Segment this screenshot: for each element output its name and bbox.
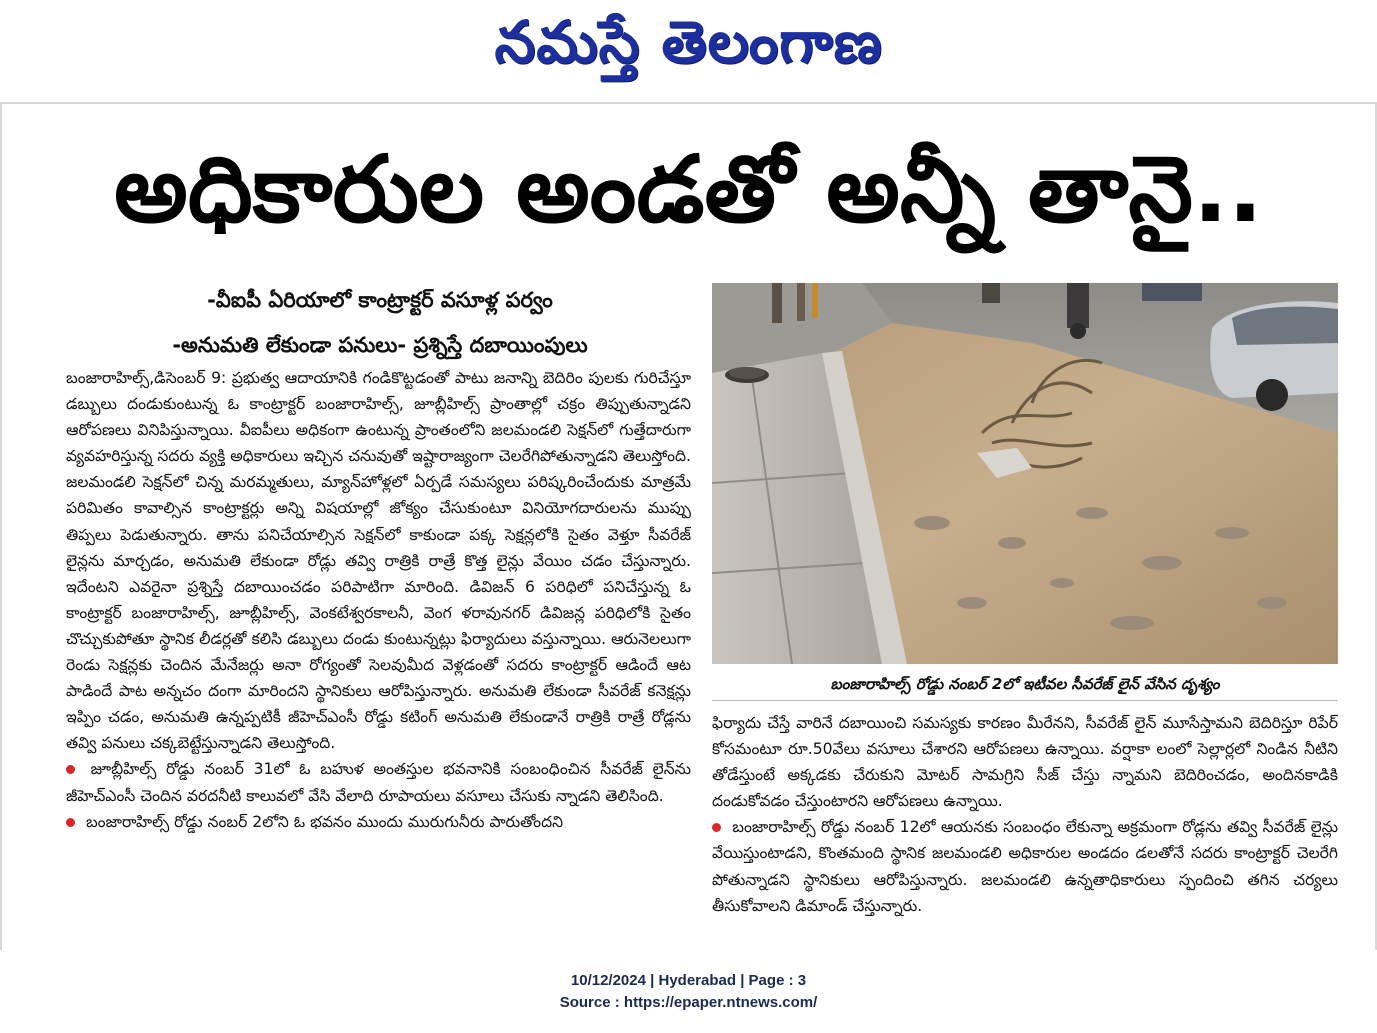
text-line: రోడ్లను తవ్వి పనులు చక్కబెట్టేస్తున్నాడని తెలుస్తోంది. [66,708,691,753]
text-line: పులకు గురిచేస్తూ డబ్బులు దండుకుంటున్న ఓ కాంట్రాక్టర్ బంజారాహిల్స్, జూబ్లీహిల్స్ [66,369,691,414]
red-bullet-icon [712,823,721,832]
text-line: తవ్వి సీవరేజ్ లైన్లు వేయిస్తుంటాడని, కొంతమంది స్థానిక జలమండలి అధికారుల అండదం [712,818,1338,863]
article-subheading-1: -వీఐపీ ఏరియాలో కాంట్రాక్టర్ వసూళ్ల పర్వం [207,288,553,312]
text-line: సీవరేజ్ లైన్లను మార్చడం, అనుమతి లేకుండా రోడ్లు తవ్వి రాత్రికి రాత్రే కొత్త లైన్లు వేయిం [66,525,691,570]
text-line: 6 పరిధిలో పనిచేస్తున్న ఓ కాంట్రాక్టర్ బంజారాహిల్స్, జూబ్లీహిల్స్, వెంకటేశ్వరకాలనీ, వెంగ [66,577,691,622]
footer-source-link[interactable]: Source : https://epaper.ntnews.com/ [559,994,818,1011]
red-bullet-icon [66,818,75,827]
article-paragraph-main [66,365,691,756]
text-line: కావాల్సిన కాంట్రాక్టర్లు అన్ని విషయాల్లో జోక్యం చేసుకుంటూ వినియోగదారులను ముప్పు [133,499,691,518]
bullet-paragraph-2 [66,809,691,835]
text-line: మరమ్మతులు, మ్యాన్‌హోళ్లలో ఏర్పడే సమస్యలు పరిష్కరించేందుకు మాత్రమే పరిమితం [66,473,691,518]
text-line: తిప్పలు పెడుతున్నారు. తాను పనిచేయాల్సిన సెక్షన్‌లో కాకుండా పక్క సెక్షన్లలోకి సైతం వెళ్తూ [66,525,640,544]
text-line: లైన్‌ను జీహెచ్‌ఎంసీ చెందిన వరదనీటి కాలువలో వేసి వేలాది రూపాయలు వసూలు చేసుకు [66,760,691,805]
article-paragraph-continued [712,710,1338,814]
text-line: డలతోనే సదరు కాంట్రాక్టర్ చెలరేగి పోతున్నాడని స్థానికులు ఆరోపిస్తున్నారు. జలమండలి [712,844,1338,889]
bullet-paragraph-1 [66,756,691,808]
text-line: దంగా మారిందని స్థానికులు ఆరోపిస్తున్నారు. అనుమతి లేకుండా సీవరేజ్ కనెక్షన్లు ఇప్పిం [66,682,691,727]
text-line: చడం చేస్తున్నారు. ఇదేంటని ఎవరైనా ప్రశ్నిస్తే దబాయించడం పరిపాటిగా మారింది. డివిజన్ [66,551,691,596]
text-line: బంజారాహిల్స్,డిసెంబర్ 9: ప్రభుత్వ ఆదాయానికి గండికొట్టడంతో పాటు జనాన్ని బెదిరిం [66,369,583,387]
text-line: న్నాడని తెలిసింది. [555,786,664,805]
text-line: బంజారాహిల్స్ రోడ్డు నంబర్ 12లో ఆయనకు సంబంధం లేకున్నా అక్రమంగా రోడ్లను [732,818,1222,837]
article-headline: అధికారుల అండతో అన్నీ తానై.. [114,136,1263,243]
article-subheading-2: -అనుమతి లేకుండా పనులు- ప్రశ్నిస్తే దబాయింపులు [172,333,588,357]
article-body-left-column [66,365,691,940]
text-line: ప్రాంతంలోని జలమండలి సెక్షన్‌లో గుత్తేదారుగా వ్యవహరిస్తున్న సదరు వ్యక్తి అధికారులు [66,421,691,466]
text-line: ఫిర్యాదు చేస్తే వారినే దబాయించి సమస్యకు కారణం మీరేనని, సీవరేజ్ లైన్ మూసేస్తామని [712,714,1243,732]
news-photo-dug-up-roadside [712,283,1338,664]
photo-caption: బంజారాహిల్స్ రోడ్డు నంబర్ 2లో ఇటీవల సీవరేజ్ లైన్ వేసిన దృశ్యం [712,668,1338,701]
text-line: ఉన్నతాధికారులు స్పందించి తగిన చర్యలు తీసుకోవాలని డిమాండ్ చేస్తున్నారు. [712,870,1338,915]
text-line: బెదిరిస్తూ రిపేర్ కోసమంటూ రూ.50వేలు వసూలు చేశారని ఆరోపణలు ఉన్నాయి. వర్షాకా [712,714,1338,759]
text-line: బంజారాహిల్స్ రోడ్డు నంబర్ 2లోని ఓ భవనం ముందు మురుగునీరు పారుతోందని [85,812,564,831]
photo-illustration [712,283,1338,664]
text-line: లంలో సెల్లార్లలో నిండిన నీటిని తోడేస్తుంటే అక్కడకు చేరుకుని మోటర్ సామగ్రిని సీజ్ చేస్తు [712,740,1338,785]
text-line: ళరావునగర్ డివిజన్ల పరిధిలోకి సైతం చొచ్చుకుపోతూ స్థానిక లీడర్లతో కలిసి డబ్బులు దండు [66,603,691,648]
footer-date-edition: 10/12/2024 | Hyderabad | Page : 3 [570,972,807,989]
text-line: న్నామని బెదిరించడం, అందినకాడికి దండుకోవడం చేస్తుంటారని ఆరోపణలు ఉన్నాయి. [712,766,1338,811]
text-line: చడం, అనుమతి ఉన్నప్పటికీ జీహెచ్‌ఎంసీ రోడ్డు కటింగ్ అనుమతి లేకుండానే రాత్రికి రాత్రే [108,708,645,727]
text-line: జూబ్లీహిల్స్ రోడ్డు నంబర్ 31లో ఓ బహుళ అంతస్తుల భవనానికి సంబంధించిన సీవరేజ్ [90,760,643,779]
article-body-right-column [712,710,1338,935]
text-line: ప్రాంతాల్లో చక్రం తిప్పుతున్నాడని ఆరోపణలు వినిపిస్తున్నాయి. వీఐపీలు అధికంగా ఉంటున్న [66,395,691,440]
page-top-divider [0,102,1377,104]
newspaper-masthead: నమస్తే తెలంగాణ [494,8,883,76]
text-line: కుంటున్నట్లు ఫిర్యాదులు వస్తున్నాయి. ఆరునెలలుగా రెండు సెక్షన్లకు చెందిన మేనేజర్లు అనా [66,629,691,675]
text-line: ఇచ్చిన చనువుతో ఇష్టారాజ్యంగా చెలరేగిపోతున్నాడని తెలుస్తోంది. జలమండలి సెక్షన్‌లో చిన్న [66,447,691,492]
red-bullet-icon [66,765,75,774]
text-line: రోగ్యంతో సెలవుమీద వెళ్లడంతో సదరు కాంట్రాక్టర్ ఆడిందే ఆట పాడిందే పాట అన్నచం [66,656,691,701]
bullet-paragraph-3 [712,814,1338,918]
